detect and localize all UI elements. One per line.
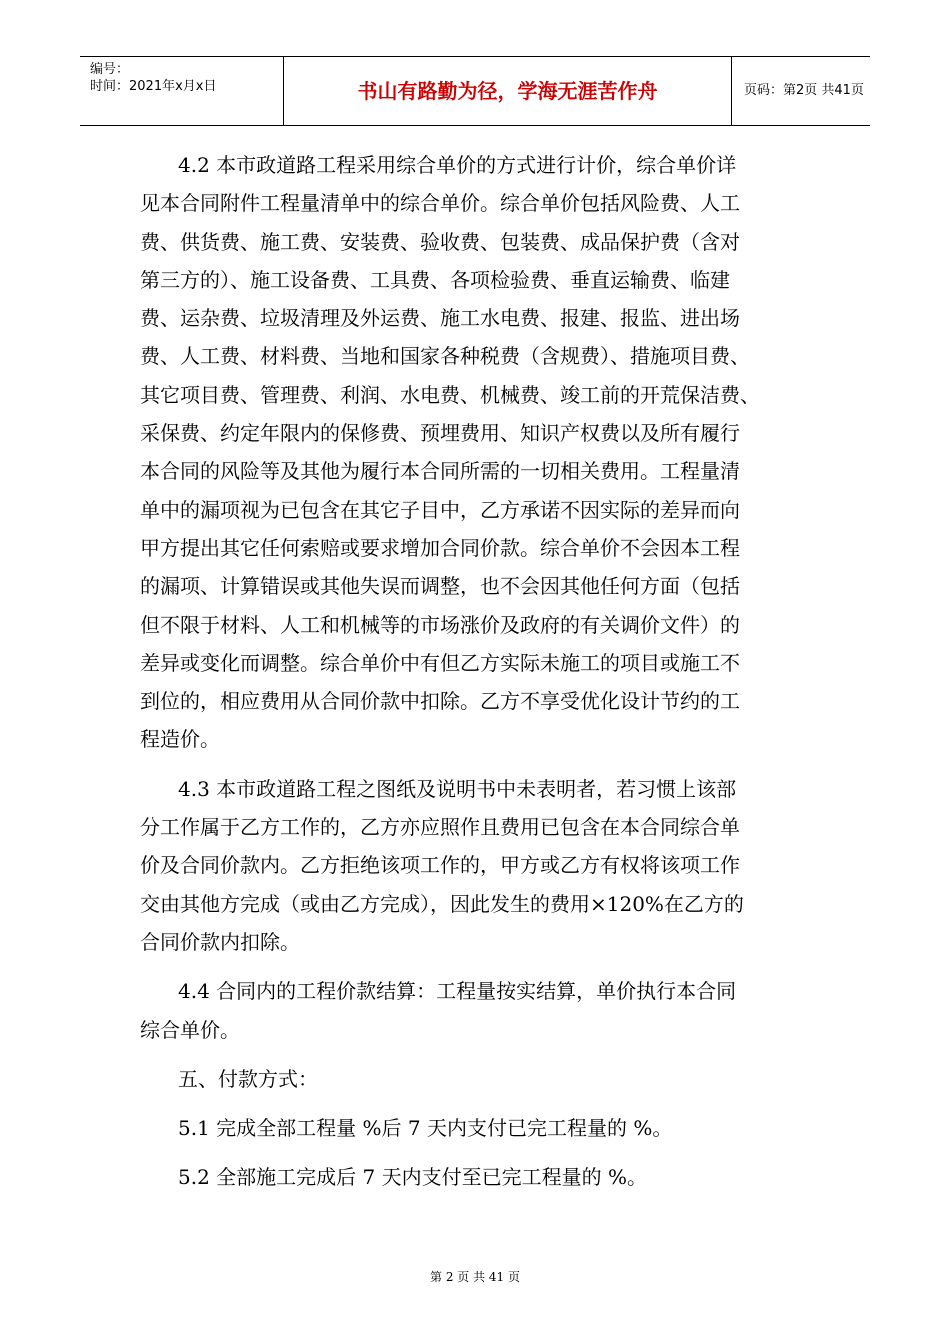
paragraph bbox=[140, 972, 840, 1049]
page-header bbox=[80, 56, 870, 126]
paragraph-line: 差异或变化而调整。综合单价中有但乙方实际未施工的项目或施工不 bbox=[140, 650, 740, 675]
paragraph-line: 到位的，相应费用从合同价款中扣除。乙方不享受优化设计节约的工 bbox=[140, 689, 740, 714]
paragraph bbox=[140, 1109, 840, 1147]
paragraph-line: 费、供货费、施工费、安装费、验收费、包装费、成品保护费（含对 bbox=[140, 229, 740, 254]
header-motto: 书山有路勤为径，学海无涯苦作舟 bbox=[284, 57, 732, 125]
header-meta bbox=[80, 57, 284, 125]
paragraph-line: 的漏项、计算错误或其他失误而调整，也不会因其他任何方面（包括 bbox=[140, 574, 740, 599]
paragraph-line: 5.1 完成全部工程量 %后 7 天内支付已完工程量的 %。 bbox=[178, 1116, 673, 1141]
paragraph bbox=[140, 1158, 840, 1196]
paragraph-line: 第三方的）、施工设备费、工具费、各项检验费、垂直运输费、临建 bbox=[140, 267, 730, 292]
paragraph-line: 4.3 本市政道路工程之图纸及说明书中未表明者，若习惯上该部 bbox=[178, 776, 737, 801]
paragraph-line: 程造价。 bbox=[140, 727, 220, 752]
paragraph-line: 本合同的风险等及其他为履行本合同所需的一切相关费用。工程量清 bbox=[140, 459, 740, 484]
paragraph bbox=[140, 146, 840, 759]
paragraph-line: 采保费、约定年限内的保修费、预埋费用、知识产权费以及所有履行 bbox=[140, 421, 740, 446]
paragraph-line: 单中的漏项视为已包含在其它子目中，乙方承诺不因实际的差异而向 bbox=[140, 497, 740, 522]
time-label: 时间：2021年x月x日 bbox=[90, 79, 217, 94]
paragraph-line: 见本合同附件工程量清单中的综合单价。综合单价包括风险费、人工 bbox=[140, 191, 740, 216]
paragraph-line: 但不限于材料、人工和机械等的市场涨价及政府的有关调价文件）的 bbox=[140, 612, 740, 637]
paragraph-line: 价及合同价款内。乙方拒绝该项工作的，甲方或乙方有权将该项工作 bbox=[140, 853, 740, 878]
paragraph-line: 费、人工费、材料费、当地和国家各种税费（含规费）、措施项目费、 bbox=[140, 344, 750, 369]
page-footer: 第 2 页 共 41 页 bbox=[430, 1270, 520, 1284]
paragraph-line: 4.4 合同内的工程价款结算：工程量按实结算，单价执行本合同 bbox=[178, 979, 737, 1004]
paragraph bbox=[140, 1060, 840, 1098]
paragraph-line: 交由其他方完成（或由乙方完成），因此发生的费用×120%在乙方的 bbox=[140, 891, 744, 916]
header-page-info: 页码：第2页 共41页 bbox=[744, 83, 864, 98]
paragraph-line: 费、运杂费、垃圾清理及外运费、施工水电费、报建、报监、进出场 bbox=[140, 306, 740, 331]
document-body bbox=[140, 146, 840, 1208]
paragraph-line: 综合单价。 bbox=[140, 1017, 240, 1042]
number-label: 编号： bbox=[90, 62, 130, 77]
paragraph bbox=[140, 770, 840, 961]
paragraph-line: 分工作属于乙方工作的，乙方亦应照作且费用已包含在本合同综合单 bbox=[140, 815, 740, 840]
paragraph-line: 甲方提出其它任何索赔或要求增加合同价款。综合单价不会因本工程 bbox=[140, 535, 740, 560]
paragraph-line: 5.2 全部施工完成后 7 天内支付至已完工程量的 %。 bbox=[178, 1165, 647, 1190]
paragraph-line: 4.2 本市政道路工程采用综合单价的方式进行计价，综合单价详 bbox=[178, 153, 737, 177]
paragraph-line: 五、付款方式： bbox=[178, 1066, 318, 1091]
paragraph-line: 合同价款内扣除。 bbox=[140, 929, 300, 954]
paragraph-line: 其它项目费、管理费、利润、水电费、机械费、竣工前的开荒保洁费、 bbox=[140, 382, 760, 407]
